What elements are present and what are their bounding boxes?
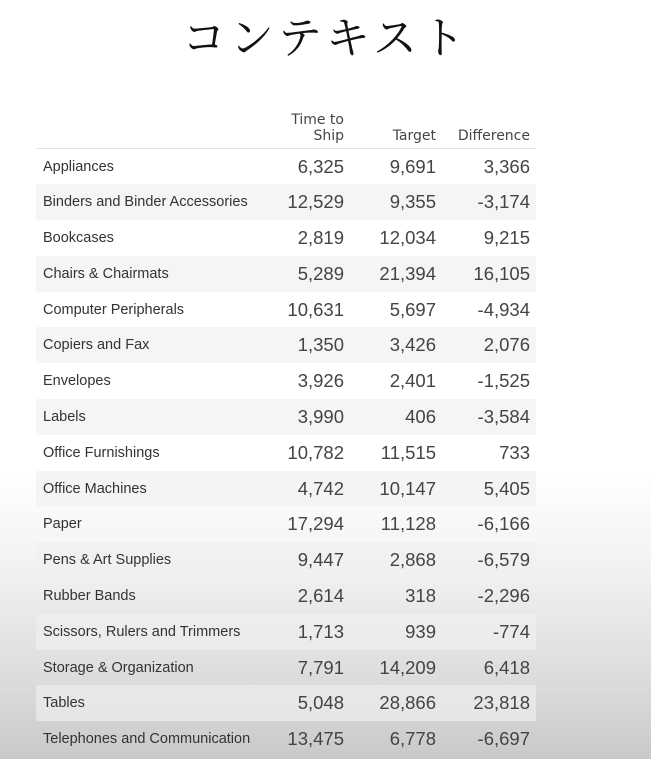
cell-category: Scissors, Rulers and Trimmers — [36, 614, 262, 650]
cell-difference: -3,174 — [442, 184, 536, 220]
cell-difference: -1,525 — [477, 370, 530, 392]
table-row — [36, 542, 536, 578]
cell-target: 406 — [350, 399, 442, 435]
cell-target: 11,128 — [380, 513, 436, 535]
table-row — [36, 650, 536, 686]
cell-category: Copiers and Fax — [36, 327, 262, 363]
cell-time-to-ship: 13,475 — [287, 728, 344, 750]
cell-difference: -3,584 — [442, 399, 536, 435]
cell-category: Binders and Binder Accessories — [36, 184, 262, 220]
cell-difference: -6,166 — [477, 513, 530, 535]
cell-category: Labels — [36, 399, 262, 435]
cell-difference: 23,818 — [442, 685, 536, 721]
cell-time-to-ship: 2,614 — [297, 584, 344, 606]
cell-target: 6,778 — [389, 728, 436, 750]
table-row — [36, 435, 536, 471]
cell-time-to-ship: 2,819 — [297, 226, 344, 248]
cell-time-to-ship: 9,447 — [262, 542, 350, 578]
table-row — [36, 685, 536, 721]
cell-category: Chairs & Chairmats — [36, 256, 262, 292]
cell-target: 318 — [405, 584, 436, 606]
cell-difference: 5,405 — [442, 471, 536, 507]
table-row — [36, 149, 536, 185]
cell-category: Pens & Art Supplies — [36, 542, 262, 578]
data-table-container — [36, 112, 536, 757]
cell-category: Envelopes — [43, 373, 111, 390]
cell-target: 14,209 — [379, 656, 436, 678]
cell-difference: -4,934 — [477, 298, 530, 320]
cell-time-to-ship: 1,713 — [262, 614, 350, 650]
cell-difference: 6,418 — [483, 656, 530, 678]
cell-target: 11,515 — [380, 441, 436, 463]
cell-difference: 16,105 — [442, 256, 536, 292]
table-row — [36, 578, 536, 614]
table-body — [36, 149, 536, 758]
cell-target: 3,426 — [350, 327, 442, 363]
cell-time-to-ship: 5,048 — [262, 685, 350, 721]
cell-target: 9,355 — [350, 184, 442, 220]
cell-time-to-ship: 10,631 — [287, 298, 344, 320]
cell-time-to-ship: 1,350 — [262, 327, 350, 363]
cell-difference: 733 — [499, 441, 530, 463]
table-row — [36, 471, 536, 507]
table-row — [36, 399, 536, 435]
table-row — [36, 292, 536, 328]
cell-time-to-ship: 7,791 — [297, 656, 344, 678]
cell-target: 939 — [350, 614, 442, 650]
table-row — [36, 721, 536, 757]
cell-difference: -2,296 — [477, 584, 530, 606]
cell-target: 21,394 — [350, 256, 442, 292]
cell-category: Storage & Organization — [43, 659, 194, 676]
cell-time-to-ship: 17,294 — [287, 513, 344, 535]
header-difference: Difference — [442, 112, 536, 149]
cell-time-to-ship: 10,782 — [287, 441, 344, 463]
cell-target: 12,034 — [379, 226, 436, 248]
header-time-to-ship: Time to Ship — [262, 112, 350, 149]
cell-target: 2,401 — [389, 370, 436, 392]
cell-difference: 9,215 — [483, 226, 530, 248]
cell-difference: 3,366 — [483, 155, 530, 177]
table-header-row — [36, 112, 536, 149]
cell-difference: -6,579 — [442, 542, 536, 578]
table-row — [36, 614, 536, 650]
table-row — [36, 184, 536, 220]
page-title: コンテキスト — [181, 13, 470, 64]
cell-difference: -774 — [442, 614, 536, 650]
cell-category: Tables — [36, 685, 262, 721]
table-row — [36, 327, 536, 363]
cell-time-to-ship: 4,742 — [262, 471, 350, 507]
cell-category: Telephones and Communication — [43, 731, 251, 748]
cell-time-to-ship: 12,529 — [262, 184, 350, 220]
cell-difference: -6,697 — [477, 728, 530, 750]
cell-target: 9,691 — [389, 155, 436, 177]
cell-time-to-ship: 3,990 — [262, 399, 350, 435]
cell-category: Computer Peripherals — [43, 301, 185, 318]
cell-time-to-ship: 5,289 — [262, 256, 350, 292]
cell-target: 5,697 — [389, 298, 436, 320]
cell-category: Appliances — [43, 158, 114, 175]
header-category — [36, 112, 262, 149]
table-row — [36, 363, 536, 399]
cell-target: 28,866 — [350, 685, 442, 721]
header-target: Target — [350, 112, 442, 149]
table-row — [36, 506, 536, 542]
cell-category: Office Furnishings — [43, 444, 160, 461]
cell-target: 10,147 — [350, 471, 442, 507]
cell-time-to-ship: 3,926 — [297, 370, 344, 392]
cell-difference: 2,076 — [442, 327, 536, 363]
cell-category: Bookcases — [43, 229, 114, 246]
data-table — [36, 112, 536, 757]
cell-time-to-ship: 6,325 — [297, 155, 344, 177]
cell-category: Rubber Bands — [43, 587, 136, 604]
cell-category: Paper — [43, 516, 82, 533]
table-row — [36, 220, 536, 256]
cell-target: 2,868 — [350, 542, 442, 578]
cell-category: Office Machines — [36, 471, 262, 507]
table-row — [36, 256, 536, 292]
